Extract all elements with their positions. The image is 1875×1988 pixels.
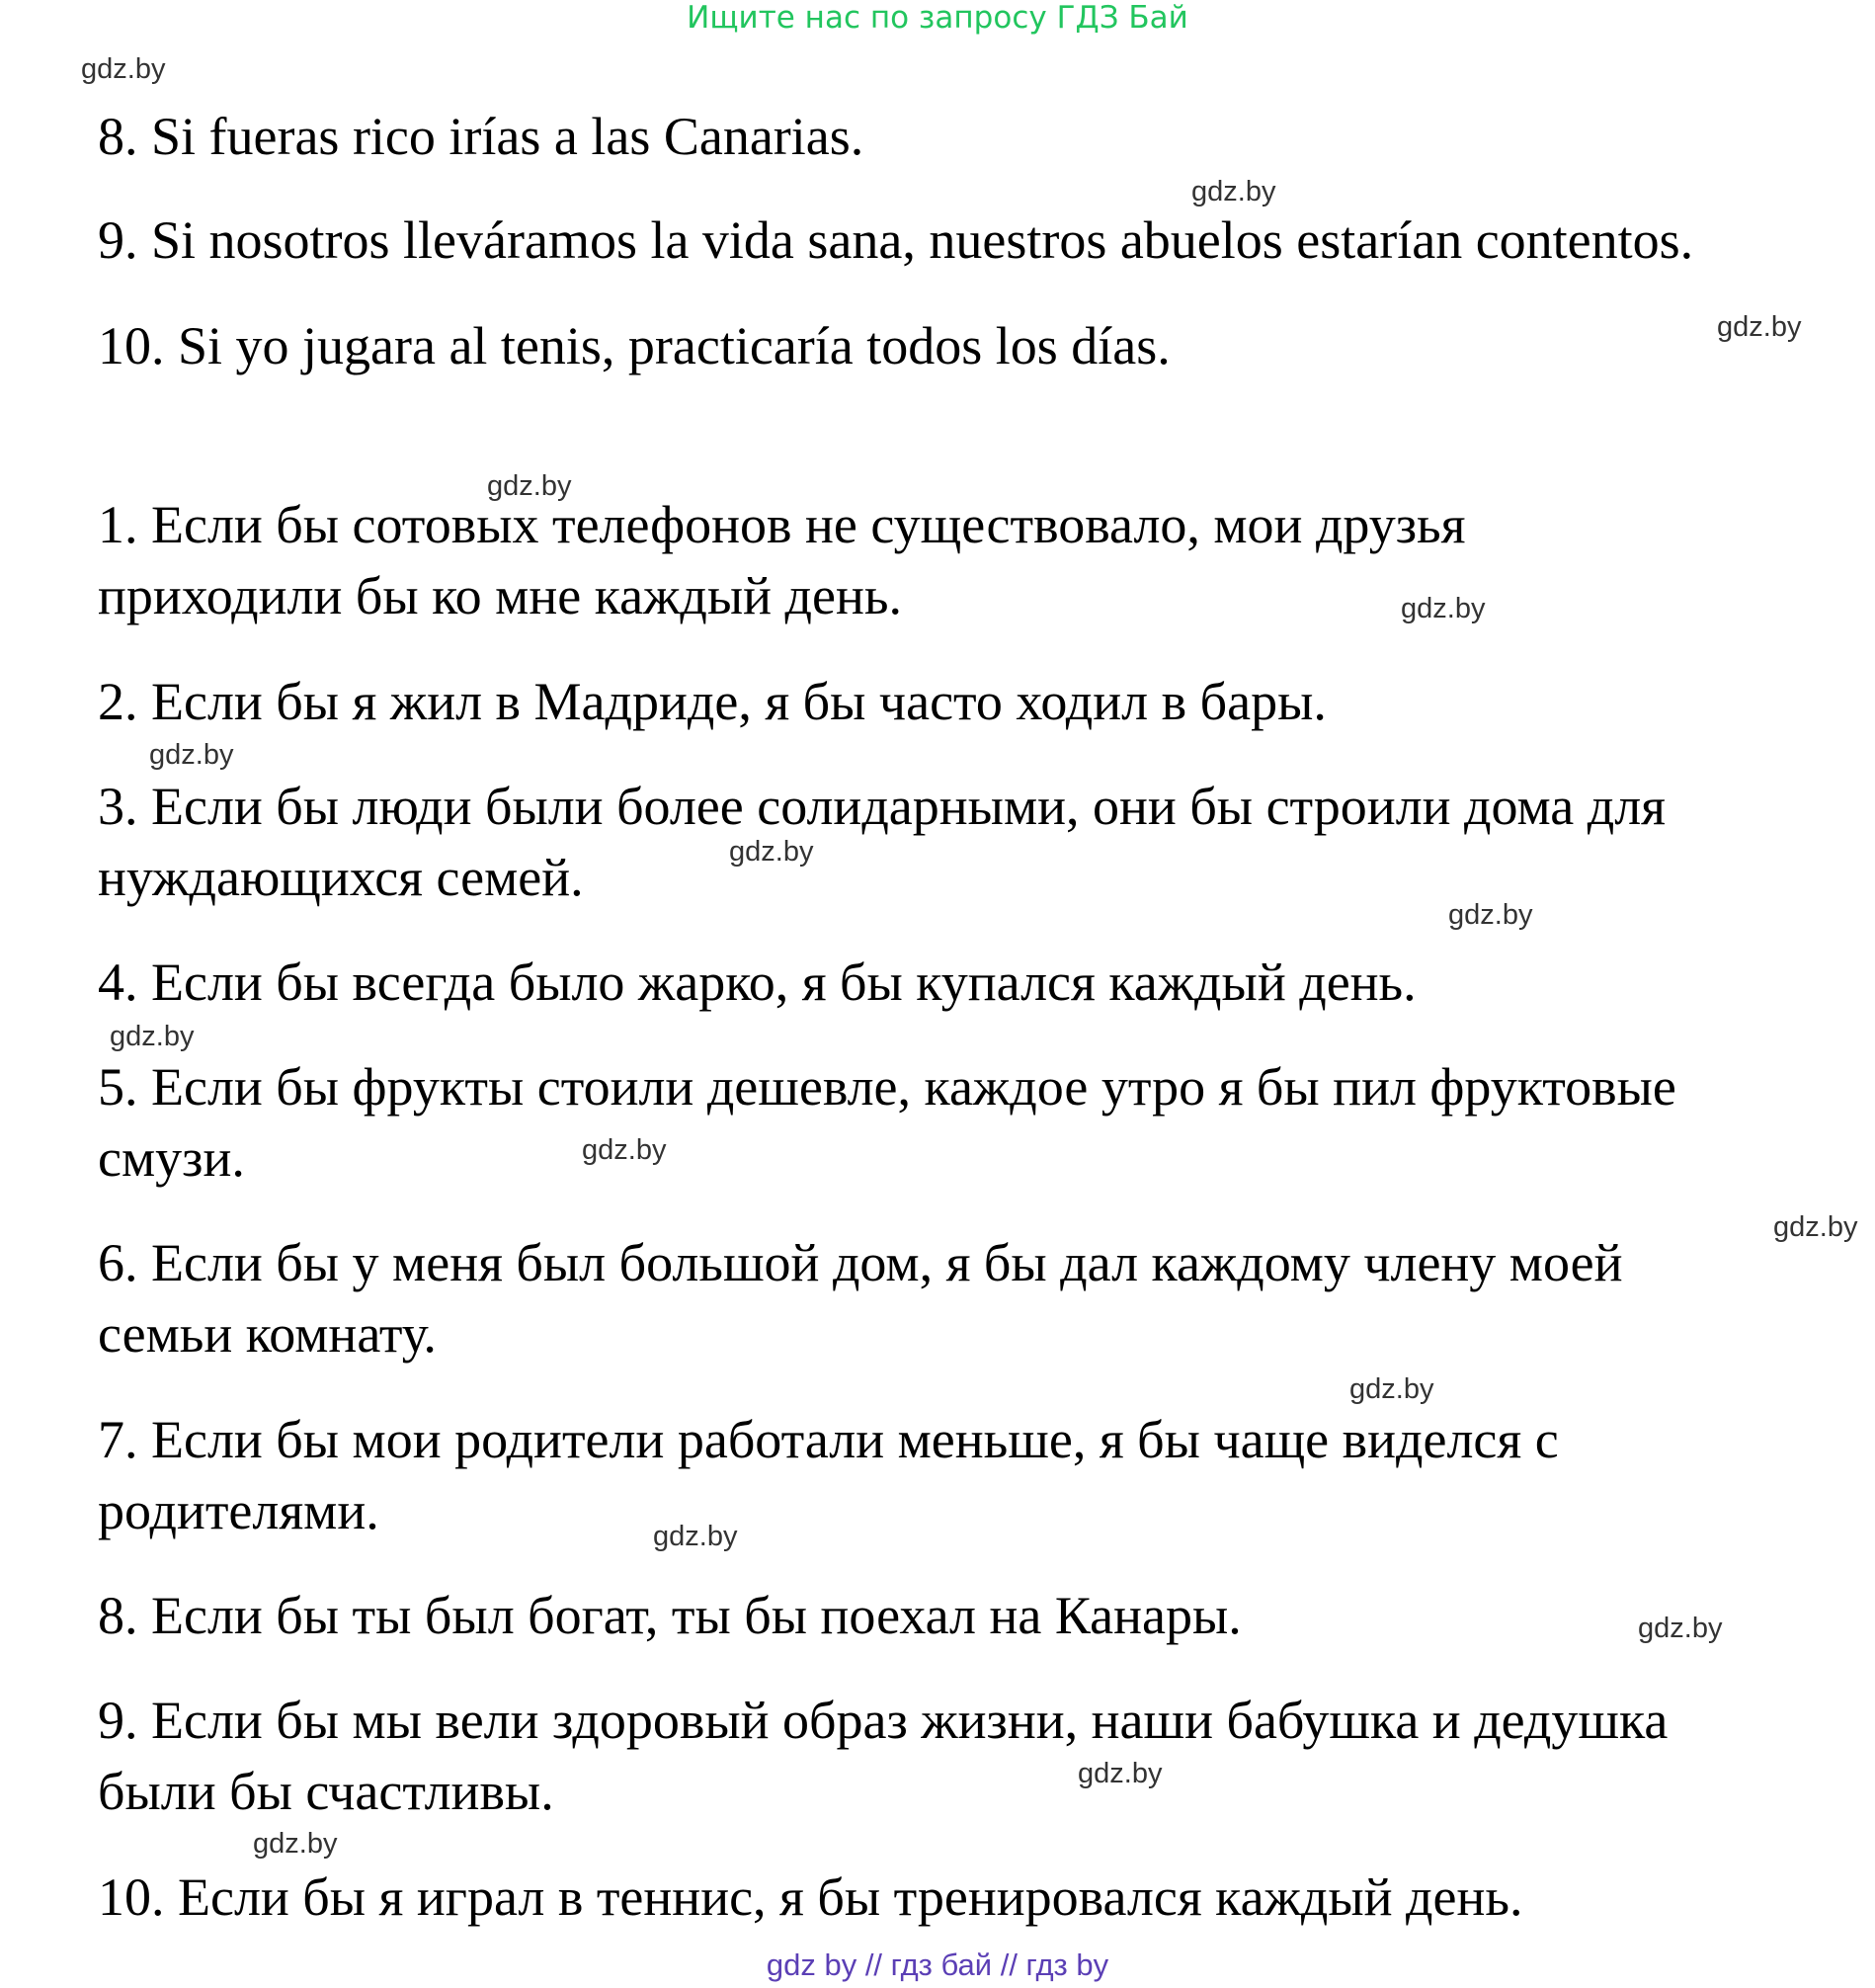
russian-sentence-8: 8. Если бы ты был богат, ты бы поехал на Канары. — [98, 1586, 1242, 1645]
watermark: gdz.by — [253, 1828, 338, 1860]
watermark: gdz.by — [582, 1134, 667, 1166]
watermark: gdz.by — [110, 1021, 195, 1052]
russian-sentence-5-line-2: смузи. — [98, 1128, 245, 1188]
russian-sentence-4: 4. Если бы всегда было жарко, я бы купался каждый день. — [98, 953, 1417, 1012]
russian-sentence-10: 10. Если бы я играл в теннис, я бы тренировался каждый день. — [98, 1867, 1523, 1927]
watermark: gdz.by — [1191, 176, 1276, 207]
watermark: gdz.by — [1717, 311, 1802, 343]
watermark: gdz.by — [149, 739, 234, 771]
watermark: gdz.by — [1638, 1613, 1723, 1644]
watermark: gdz.by — [1448, 899, 1533, 931]
russian-sentence-2: 2. Если бы я жил в Мадриде, я бы часто ходил в бары. — [98, 672, 1327, 731]
russian-sentence-7-line-1: 7. Если бы мои родители работали меньше, я бы чаще виделся с — [98, 1410, 1559, 1469]
russian-sentence-5-line-1: 5. Если бы фрукты стоили дешевле, каждое утро я бы пил фруктовые — [98, 1057, 1676, 1117]
russian-sentence-3-line-2: нуждающихся семей. — [98, 848, 584, 907]
watermark: gdz.by — [487, 470, 572, 502]
russian-sentence-6-line-2: семьи комнату. — [98, 1304, 437, 1364]
russian-sentence-3-line-1: 3. Если бы люди были более солидарными, они бы строили дома для — [98, 777, 1667, 836]
spanish-sentence-10: 10. Si yo jugara al tenis, practicaría todos los días. — [98, 316, 1171, 375]
spanish-sentence-9: 9. Si nosotros lleváramos la vida sana, nuestros abuelos estarían contentos. — [98, 210, 1694, 270]
footer-links[interactable]: gdz by // гдз бай // гдз by — [766, 1947, 1109, 1982]
watermark: gdz.by — [81, 53, 166, 85]
search-hint-link[interactable]: Ищите нас по запросу ГДЗ Бай — [687, 0, 1188, 36]
russian-sentence-9-line-1: 9. Если бы мы вели здоровый образ жизни, наши бабушка и дедушка — [98, 1691, 1669, 1750]
russian-sentence-1-line-2: приходили бы ко мне каждый день. — [98, 566, 903, 625]
watermark: gdz.by — [653, 1521, 738, 1552]
watermark: gdz.by — [1773, 1211, 1858, 1243]
watermark: gdz.by — [1401, 593, 1486, 624]
watermark: gdz.by — [1078, 1758, 1163, 1789]
watermark: gdz.by — [1349, 1373, 1434, 1405]
watermark: gdz.by — [729, 836, 814, 868]
russian-sentence-6-line-1: 6. Если бы у меня был большой дом, я бы дал каждому члену моей — [98, 1233, 1623, 1292]
spanish-sentence-8: 8. Si fueras rico irías a las Canarias. — [98, 107, 864, 166]
russian-sentence-1-line-1: 1. Если бы сотовых телефонов не существовало, мои друзья — [98, 495, 1466, 554]
russian-sentence-7-line-2: родителями. — [98, 1481, 379, 1540]
russian-sentence-9-line-2: были бы счастливы. — [98, 1762, 554, 1821]
